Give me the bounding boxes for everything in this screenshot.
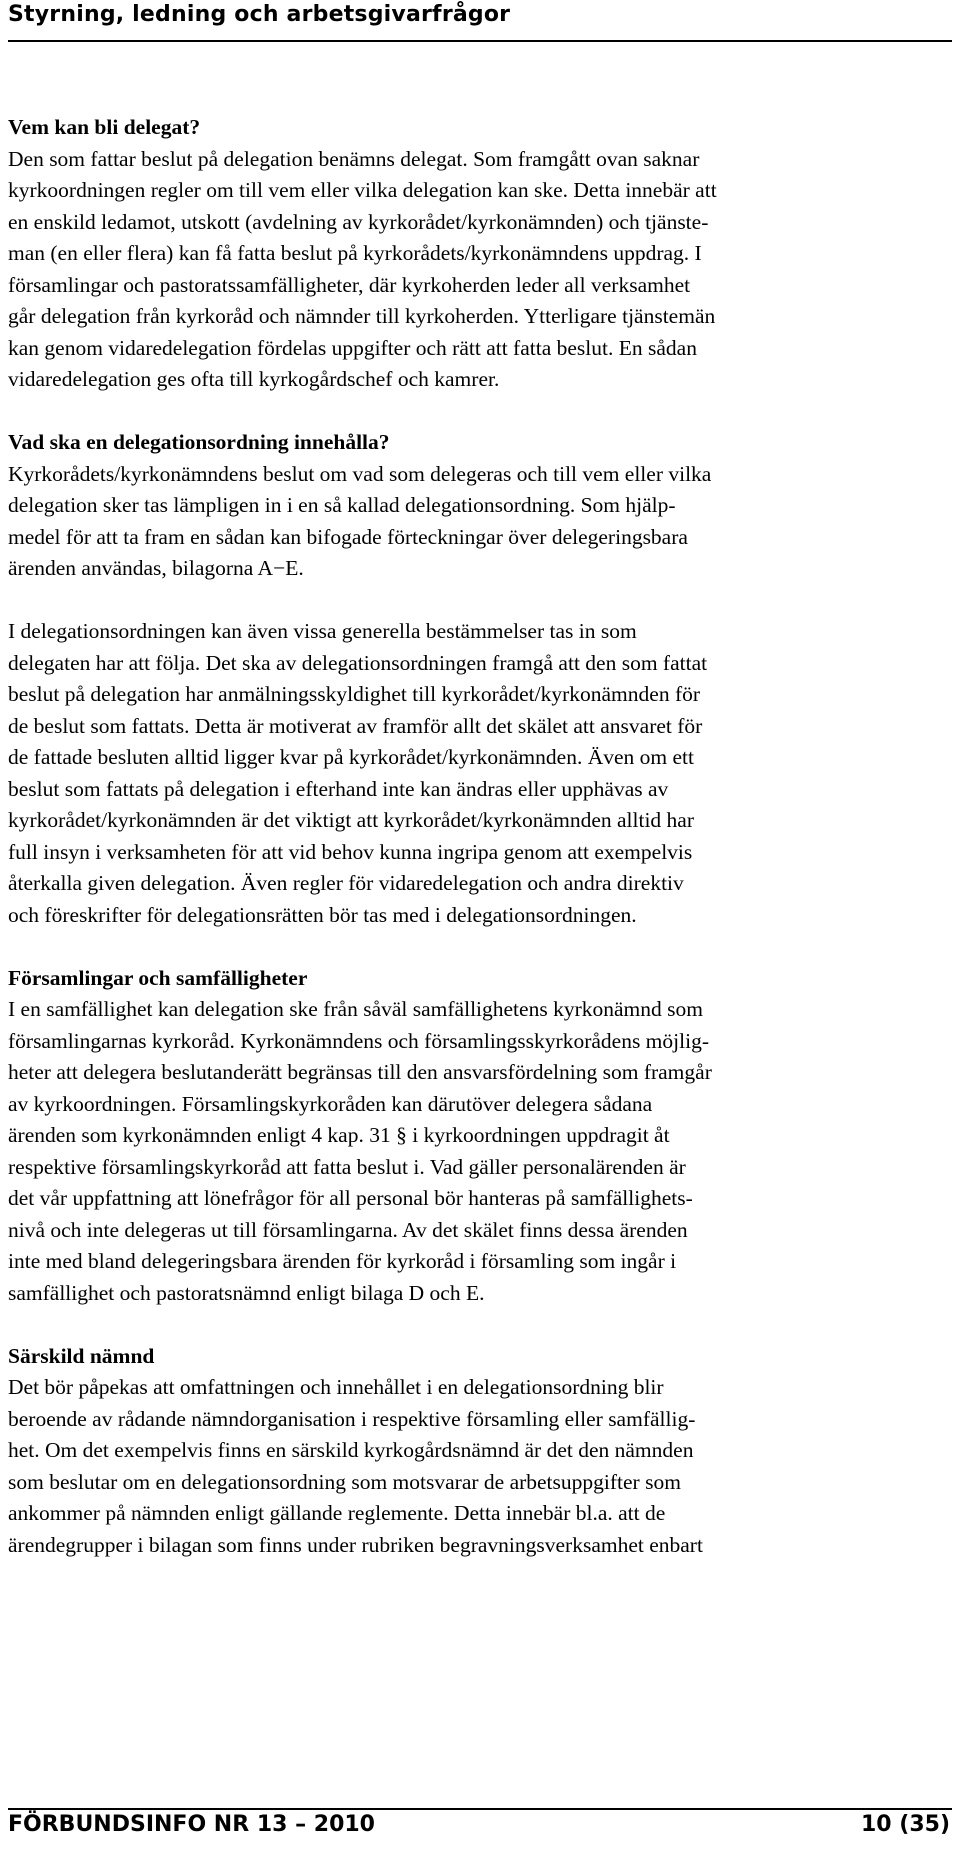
paragraph	[8, 616, 952, 931]
text-line: ärenden som kyrkonämnden enligt 4 kap. 31 § i kyrkoordningen uppdragit åt	[8, 1123, 670, 1147]
page-number: 10 (35)	[861, 1812, 950, 1837]
text-line: vidaredelegation ges ofta till kyrkogårdschef och kamrer.	[8, 367, 500, 391]
text-line: de fattade besluten alltid ligger kvar på kyrkorådet/kyrkonämnden. Även om ett	[8, 745, 694, 769]
text-line: inte med bland delegeringsbara ärenden för kyrkoråd i församling som ingår i	[8, 1249, 677, 1273]
text-line: man (en eller flera) kan få fatta beslut på kyrkorådets/kyrkonämndens uppdrag. I	[8, 241, 702, 265]
text-line: det vår uppfattning att lönefrågor för all personal bör hanteras på samfällighets-	[8, 1186, 693, 1210]
text-line: ankommer på nämnden enligt gällande reglemente. Detta innebär bl.a. att de	[8, 1501, 666, 1525]
footer-divider	[8, 1808, 952, 1810]
text-line: församlingar och pastoratssamfälligheter, där kyrkoherden leder all verksamhet	[8, 272, 691, 297]
text-line: av kyrkoordningen. Församlingskyrkoråden kan därutöver delegera sådana	[8, 1091, 653, 1116]
text-line: beroende av rådande nämndorganisation i respektive församling eller samfällig-	[8, 1406, 696, 1431]
text-line: beslut som fattats på delegation i efterhand inte kan ändras eller upphävas av	[8, 776, 669, 801]
text-line: delegaten har att följa. Det ska av delegationsordningen framgå att den som fattat	[8, 650, 708, 675]
section-delegationsordning-innehall	[8, 427, 952, 931]
text-line: som beslutar om en delegationsordning som motsvarar de arbetsuppgifter som	[8, 1469, 681, 1494]
section-sarskild-namnd	[8, 1341, 952, 1562]
paragraph-gap	[8, 585, 952, 617]
text-line: ärendegrupper i bilagan som finns under rubriken begravningsverksamhet enbart	[8, 1532, 703, 1557]
text-line: kyrkoordningen regler om till vem eller vilka delegation kan ske. Detta innebär att	[8, 178, 717, 202]
text-line: kan genom vidaredelegation fördelas uppgifter och rätt att fatta beslut. En sådan	[8, 335, 697, 360]
text-line: samfällighet och pastoratsnämnd enligt bilaga D och E.	[8, 1280, 485, 1305]
text-line: en enskild ledamot, utskott (avdelning av kyrkorådet/kyrkonämnden) och tjänste-	[8, 209, 709, 234]
text-line: de beslut som fattats. Detta är motiverat av framför allt det skälet att ansvaret för	[8, 713, 703, 738]
running-header-title: Styrning, ledning och arbetsgivarfrågor	[8, 2, 511, 27]
text-line: I delegationsordningen kan även vissa generella bestämmelser tas in som	[8, 619, 637, 643]
text-line: och föreskrifter för delegationsrätten bör tas med i delegationsordningen.	[8, 902, 637, 927]
section-heading: Församlingar och samfälligheter	[8, 965, 308, 990]
document-body	[8, 112, 952, 1593]
text-line: I en samfällighet kan delegation ske från såväl samfällighetens kyrkonämnd som	[8, 997, 703, 1021]
text-line: nivå och inte delegeras ut till församlingarna. Av det skälet finns dessa ärenden	[8, 1217, 688, 1242]
text-line: församlingarnas kyrkoråd. Kyrkonämndens och församlingsskyrkorådens möjlig-	[8, 1028, 709, 1053]
section-vem-kan-bli-delegat	[8, 112, 952, 396]
text-line: medel för att ta fram en sådan kan bifogade förteckningar över delegeringsbara	[8, 524, 688, 549]
text-line: respektive församlingskyrkoråd att fatta beslut i. Vad gäller personalärenden är	[8, 1154, 686, 1179]
text-line: Den som fattar beslut på delegation benämns delegat. Som framgått ovan saknar	[8, 146, 700, 171]
text-line: kyrkorådet/kyrkonämnden är det viktigt att kyrkorådet/kyrkonämnden alltid har	[8, 808, 695, 832]
paragraph	[8, 1372, 952, 1561]
text-line: Det bör påpekas att omfattningen och innehållet i en delegationsordning blir	[8, 1375, 664, 1399]
text-line: delegation sker tas lämpligen in i en så kallad delegationsordning. Som hjälp-	[8, 493, 676, 517]
text-line: Kyrkorådets/kyrkonämndens beslut om vad som delegeras och till vem eller vilka	[8, 461, 712, 486]
section-forsamlingar-och-samfalligheter	[8, 963, 952, 1310]
text-line: ärenden användas, bilagorna A−E.	[8, 556, 304, 580]
section-heading: Vad ska en delegationsordning innehålla?	[8, 430, 390, 454]
paragraph	[8, 144, 952, 396]
text-line: full insyn i verksamheten för att vid behov kunna ingripa genom att exempelvis	[8, 839, 693, 864]
paragraph	[8, 994, 952, 1309]
paragraph	[8, 459, 952, 585]
section-heading: Särskild nämnd	[8, 1343, 155, 1368]
footer-publication: FÖRBUNDSINFO NR 13 – 2010	[8, 1812, 375, 1837]
text-line: heter att delegera beslutanderätt begränsas till den ansvarsfördelning som framgår	[8, 1060, 712, 1084]
text-line: återkalla given delegation. Även regler för vidaredelegation och andra direktiv	[8, 871, 684, 895]
section-heading: Vem kan bli delegat?	[8, 115, 201, 139]
text-line: het. Om det exempelvis finns en särskild kyrkogårdsnämnd är det den nämnden	[8, 1438, 694, 1462]
text-line: går delegation från kyrkoråd och nämnder till kyrkoherden. Ytterligare tjänstemän	[8, 304, 716, 328]
text-line: beslut på delegation har anmälningsskyldighet till kyrkorådet/kyrkonämnden för	[8, 682, 701, 706]
header-divider	[8, 40, 952, 42]
